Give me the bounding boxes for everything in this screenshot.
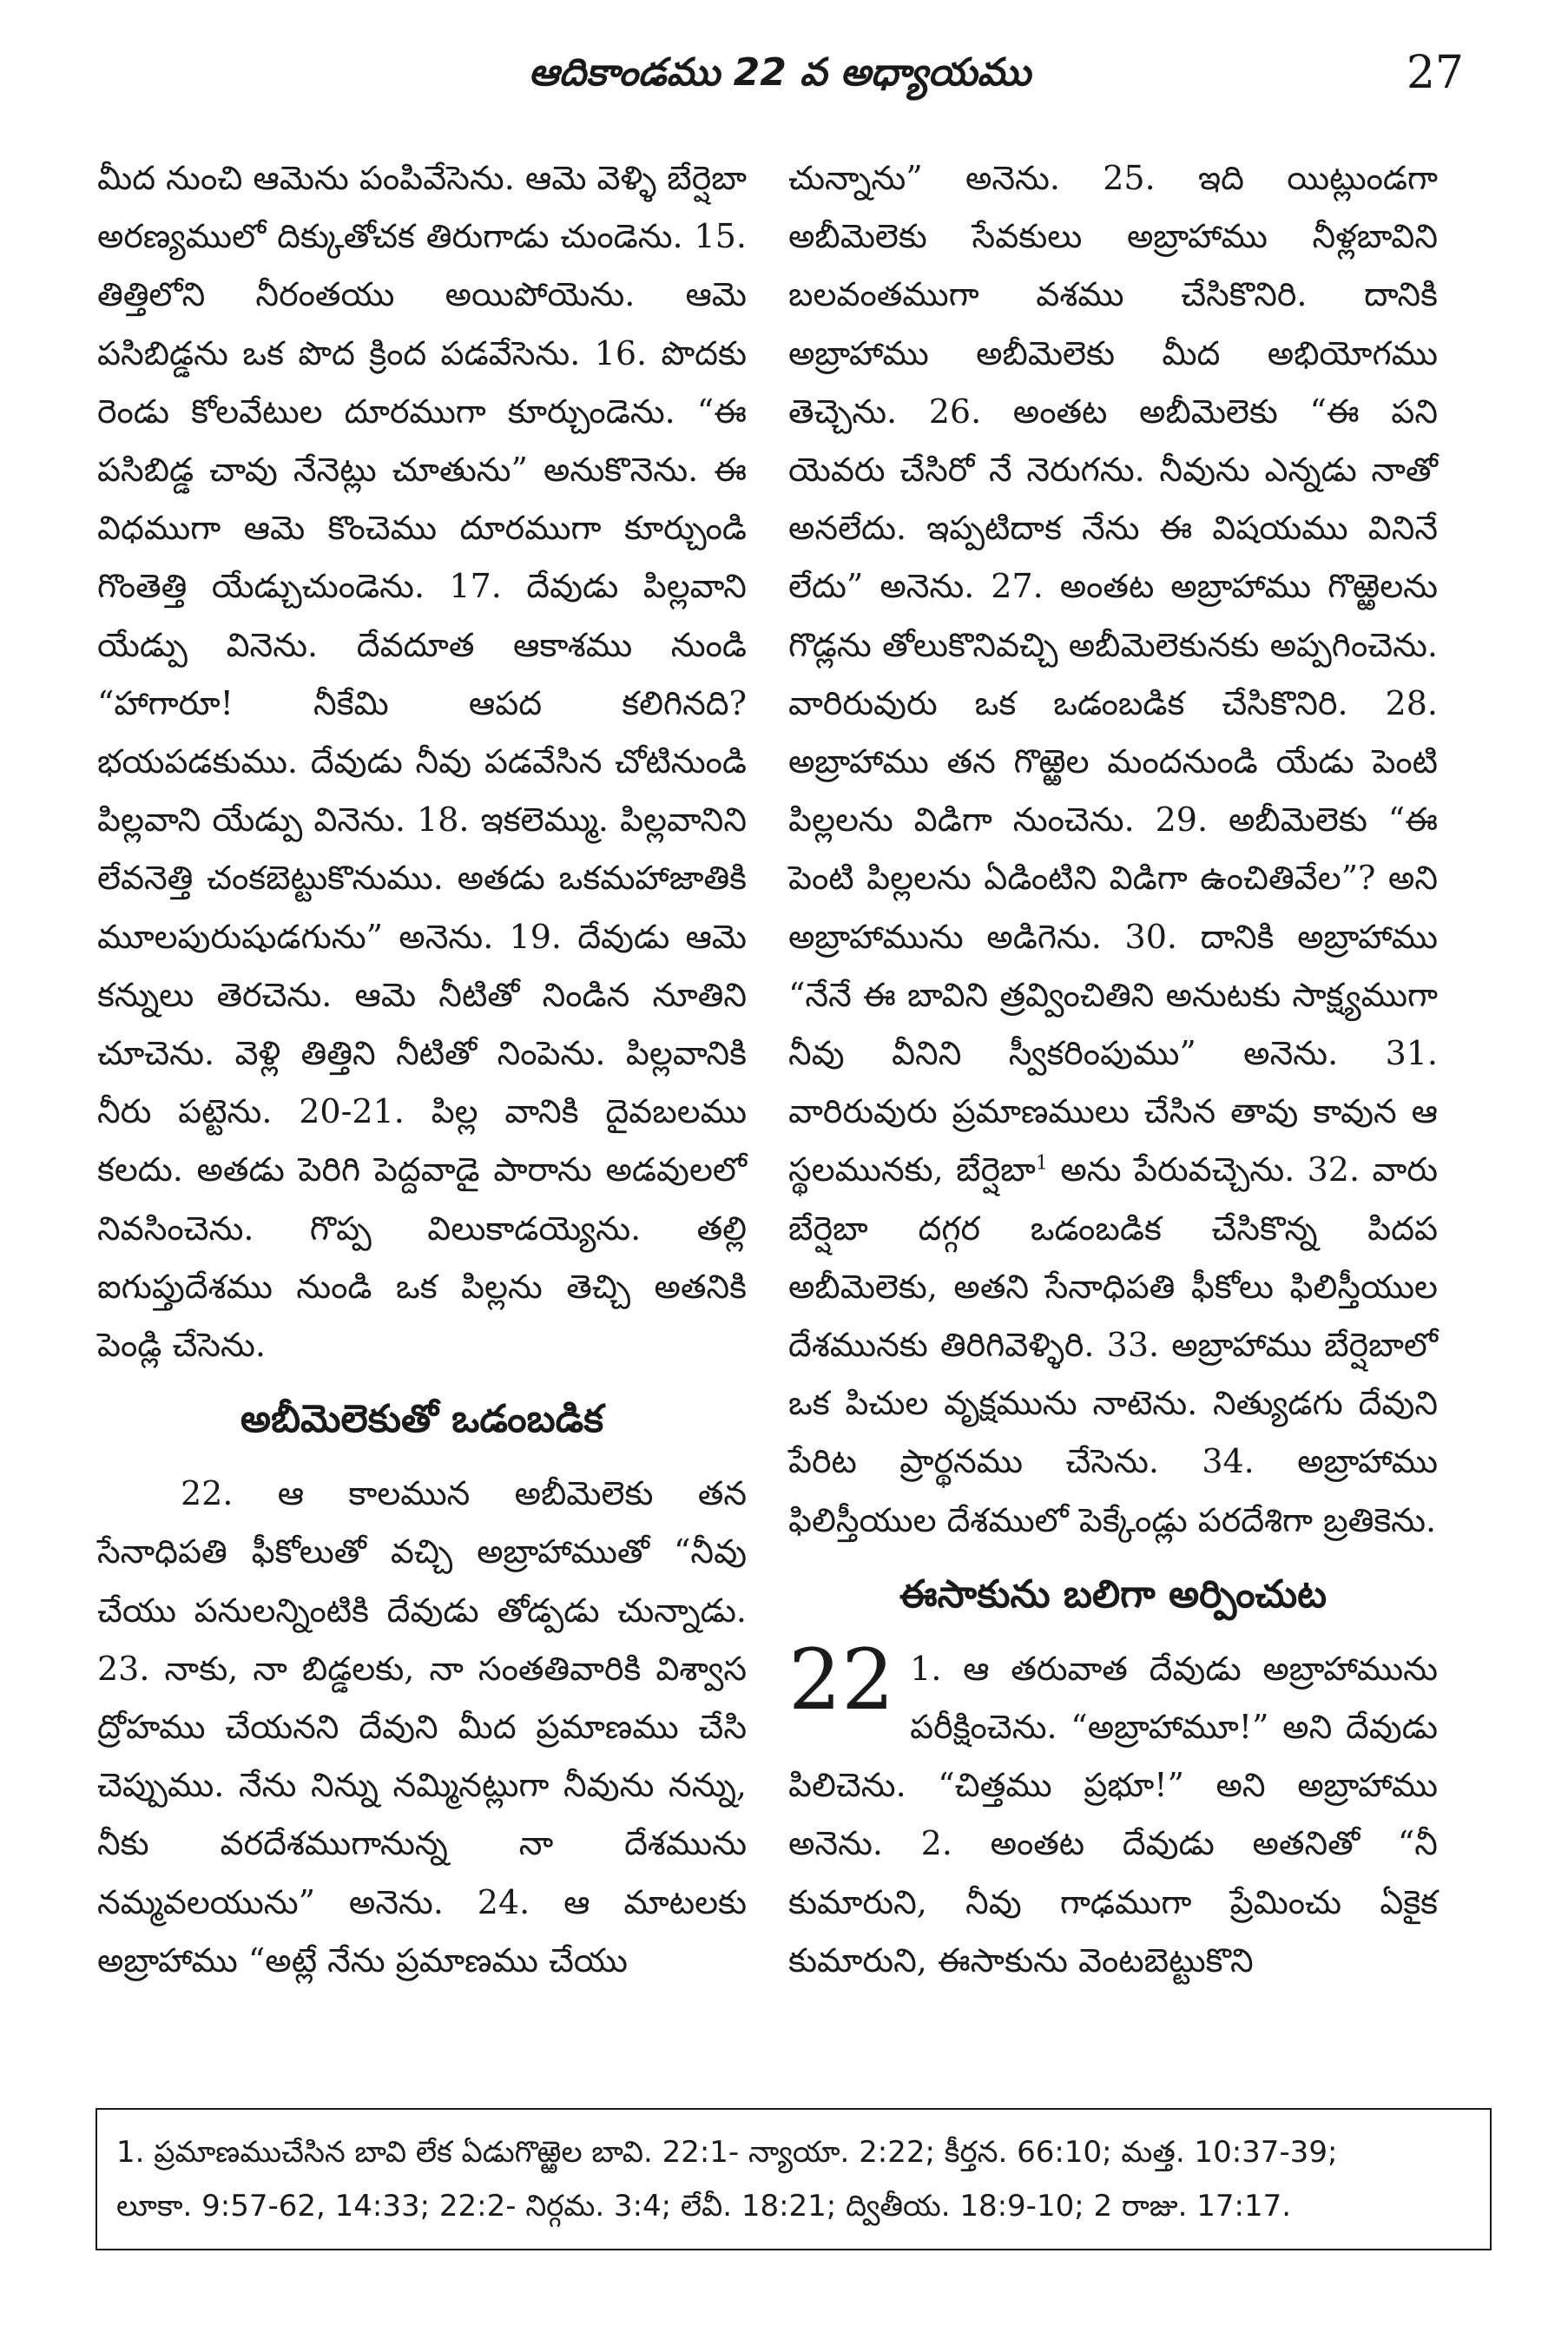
right-paragraph-1-part-a: చున్నాను” అనెను. 25. ఇది యిట్లుండగా అబీమెలెకు సేవకులు అబ్రాహాము నీళ్లబావిని బలవంతముగా వశము చేసికొనిరి. దానికి అబ్రాహాము అబీమెలెకు మీద అభియోగము తెచ్చెను. 26. అంతట అబీమెలెకు “ఈ పని యెవరు చేసిరో నే నెరుగను. నీవును ఎన్నడు నాతో అనలేదు. ఇప్పటిదాక నేను ఈ విషయము వినినే లేదు” అనెను. 27. అంతట అబ్రాహాము గొఱ్ఱెలను గొడ్లను తోలుకొనివచ్చి అబీమెలెకునకు అప్పగించెను. వారిరువురు ఒక ఒడంబడిక చేసికొనిరి. 28. అబ్రాహాము తన గొఱ్ఱెల మందనుండి యేడు పెంటి పిల్లలను విడిగా నుంచెను. 29. అబీమెలెకు “ఈ పెంటి పిల్లలను ఏడింటిని విడిగా ఉంచితివేల”? అని అబ్రాహామును అడిగెను. 30. దానికి అబ్రాహాము “నేనే ఈ బావిని త్రవ్వించితిని అనుటకు సాక్ష్యముగా నీవు వీనిని స్వీకరింపుము” అనెను. 31. వారిరువురు ప్రమాణములు చేసిన తావు కావున ఆ స్థలమునకు, బేర్షెబా xyxy=(788,159,1438,1189)
right-paragraph-1 xyxy=(788,149,1438,1550)
section-heading-covenant: అబీమెలెకుతో ఒడంబడిక xyxy=(240,1397,604,1442)
left-paragraph-2: 22. ఆ కాలమున అబీమెలెకు తన సేనాధిపతి ఫీకోలుతో వచ్చి అబ్రాహాముతో “నీవు చేయు పనులన్నింటికి దేవుడు తోడ్పడు చున్నాడు. 23. నాకు, నా బిడ్డలకు, నా సంతతివారికి విశ్వాస ద్రోహము చేయనని దేవుని మీద ప్రమాణము చేసి చెప్పుము. నేను నిన్ను నమ్మినట్లుగా నీవును నన్ను, నీకు వరదేశముగానున్న నా దేశమును నమ్మవలయును” అనెను. 24. ఆ మాటలకు అబ్రాహాము “అట్లే నేను ప్రమాణము చేయు xyxy=(97,1474,747,1980)
right-paragraph-1-part-b: అను పేరువచ్చెను. 32. వారు బేర్షెబా దగ్గర ఒడంబడిక చేసికొన్న పిదప అబీమెలెకు, అతని సేనాధిపతి ఫీకోలు ఫిలిస్తీయుల దేశమునకు తిరిగివెళ్ళిరి. 33. అబ్రాహాము బేర్షెబాలో ఒక పిచుల వృక్షమును నాటెను. నిత్యుడగు దేవుని పేరిట ప్రార్థనము చేసెను. 34. అబ్రాహాము ఫిలిస్తీయుల దేశములో పెక్కేండ్లు పరదేశిగా బ్రతికెను. xyxy=(788,1150,1438,1539)
footnote-reference: 1 xyxy=(1035,1152,1048,1175)
footnotes-box xyxy=(96,2108,1492,2250)
section-heading-isaac-sacrifice: ఈసాకును బలిగా అర్పించుట xyxy=(899,1571,1328,1617)
footnote-line-2: లూకా. 9:57-62, 14:33; 22:2- నిర్గమ. 3:4; లేవీ. 18:21; ద్వితీయ. 18:9-10; 2 రాజు. 17:17. xyxy=(116,2189,1292,2224)
left-paragraph-1: మీద నుంచి ఆమెను పంపివేసెను. ఆమె వెళ్ళి బేర్షెబా అరణ్యములో దిక్కుతోచక తిరుగాడు చుండెను. 15. తిత్తిలోని నీరంతయు అయిపోయెను. ఆమె పసిబిడ్డను ఒక పొద క్రింద పడవేసెను. 16. పొదకు రెండు కోలవేటుల దూరముగా కూర్చుండెను. “ఈ పసిబిడ్డ చావు నేనెట్లు చూతును” అనుకొనెను. ఈ విధముగా ఆమె కొంచెము దూరముగా కూర్చుండి గొంతెత్తి యేడ్చుచుండెను. 17. దేవుడు పిల్లవాని యేడ్పు వినెను. దేవదూత ఆకాశము నుండి “హాగారూ! నీకేమి ఆపద కలిగినది? భయపడకుము. దేవుడు నీవు పడవేసిన చోటినుండి పిల్లవాని యేడ్పు వినెను. 18. ఇకలెమ్ము. పిల్లవానిని లేవనెత్తి చంకబెట్టుకొనుము. అతడు ఒకమహాజాతికి మూలపురుషుడగును” అనెను. 19. దేవుడు ఆమె కన్నులు తెరచెను. ఆమె నీటితో నిండిన నూతిని చూచెను. వెళ్లి తిత్తిని నీటితో నింపెను. పిల్లవానికి నీరు పట్టెను. 20-21. పిల్ల వానికి దైవబలము కలదు. అతడు పెరిగి పెద్దవాడై పారాను అడవులలో నివసించెను. గొప్ప విలుకాడయ్యెను. తల్లి ఐగుప్తుదేశము నుండి ఒక పిల్లను తెచ్చి అతనికి పెండ్లి చేసెను. xyxy=(97,159,747,1365)
page-header xyxy=(96,42,1464,111)
right-paragraph-2-text: 1. ఆ తరువాత దేవుడు అబ్రాహామును పరీక్షించెను. “అబ్రాహామూ!” అని దేవుడు పిలిచెను. “చిత్తము ప్రభూ!” అని అబ్రాహాము అనెను. 2. అంతట దేవుడు అతనితో “నీ కుమారుని, నీవు గాఢముగా ప్రేమించు ఏకైక కుమారుని, ఈసాకును వెంటబెట్టుకొని xyxy=(788,1649,1438,1980)
right-column xyxy=(788,149,1438,1990)
page-number: 27 xyxy=(1406,47,1464,99)
chapter-title: ఆదికాండము 22 వ అధ్యాయము xyxy=(528,50,1031,95)
chapter-drop-number: 22 xyxy=(788,1631,895,1729)
right-paragraph-2 xyxy=(788,1631,1438,1990)
left-column xyxy=(97,149,747,1990)
footnote-line-1: 1. ప్రమాణముచేసిన బావి లేక ఏడుగొఱ్ఱెల బావి. 22:1- న్యాయా. 2:22; కీర్తన. 66:10; మత్త. 10:37-39; xyxy=(116,2135,1338,2170)
